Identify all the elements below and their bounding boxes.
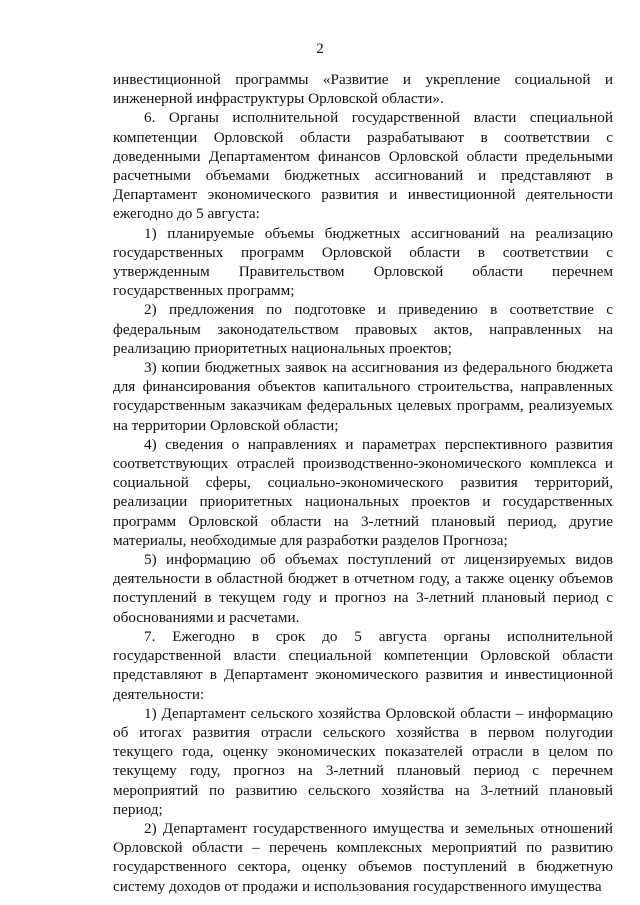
page-number: 2 (316, 41, 324, 57)
paragraph-item-6-1: 1) планируемые объемы бюджетных ассигнований на реализацию государственных программ Орловской области в соответствии с утвержденным Правительством Орловской области перечнем государственных программ; (113, 224, 613, 300)
paragraph-item-7-2: 2) Департамент государственного имущества и земельных отношений Орловской области – перечень комплексных мероприятий по развитию государственного сектора, оценку объемов поступлений в бюджетную систему доходов от продажи и использования государственного имущества (113, 819, 613, 895)
paragraph-item-6-2: 2) предложения по подготовке и приведению в соответствие с федеральным законодательством правовых актов, направленных на реализацию приоритетных национальных проектов; (113, 301, 613, 357)
paragraph-item-6-3: 3) копии бюджетных заявок на ассигнования из федерального бюджета для финансирования объектов капитального строительства, направленных государственным заказчикам федеральных целевых программ, реализуемых на территории Орловской области; (113, 359, 613, 434)
document-body (113, 70, 613, 896)
paragraph-item-6: 6. Органы исполнительной государственной власти специальной компетенции Орловской области разрабатывают в соответствии с доведенными Департаментом финансов Орловской области предельными расчетными объемами бюджетных ассигнований и представляют в Департамент экономического развития и инвестиционной деятельности ежегодно до 5 августа: (113, 109, 613, 223)
paragraph-item-6-5: 5) информацию об объемах поступлений от лицензируемых видов деятельности в областной бюджет в отчетном году, а также оценку объемов поступлений в текущем году и прогноз на 3-летний плановый период с обоснованиями и расчетами. (113, 551, 613, 626)
paragraph-continuation: инвестиционной программы «Развитие и укрепление социальной и инженерной инфраструктуры Орловской области». (113, 71, 613, 108)
paragraph-item-7: 7. Ежегодно в срок до 5 августа органы исполнительной государственной власти специальной компетенции Орловской области представляют в Департамент экономического развития и инвестиционной деятельности: (113, 627, 613, 703)
paragraph-item-6-4: 4) сведения о направлениях и параметрах перспективного развития соответствующих отраслей производственно-экономического комплекса и социальной сферы, социально-экономического развития территорий, реализации приоритетных национальных проектов и государственных программ Орловской области на 3-летний плановый период, другие материалы, необходимые для разработки разделов Прогноза; (113, 435, 613, 549)
paragraph-item-7-1: 1) Департамент сельского хозяйства Орловской области – информацию об итогах развития отрасли сельского хозяйства в первом полугодии текущего года, оценку экономических показателей отрасли в целом по текущему году, прогноз на 3-летний плановый период с перечнем мероприятий по развитию сельского хозяйства на 3-летний плановый период; (113, 704, 613, 818)
